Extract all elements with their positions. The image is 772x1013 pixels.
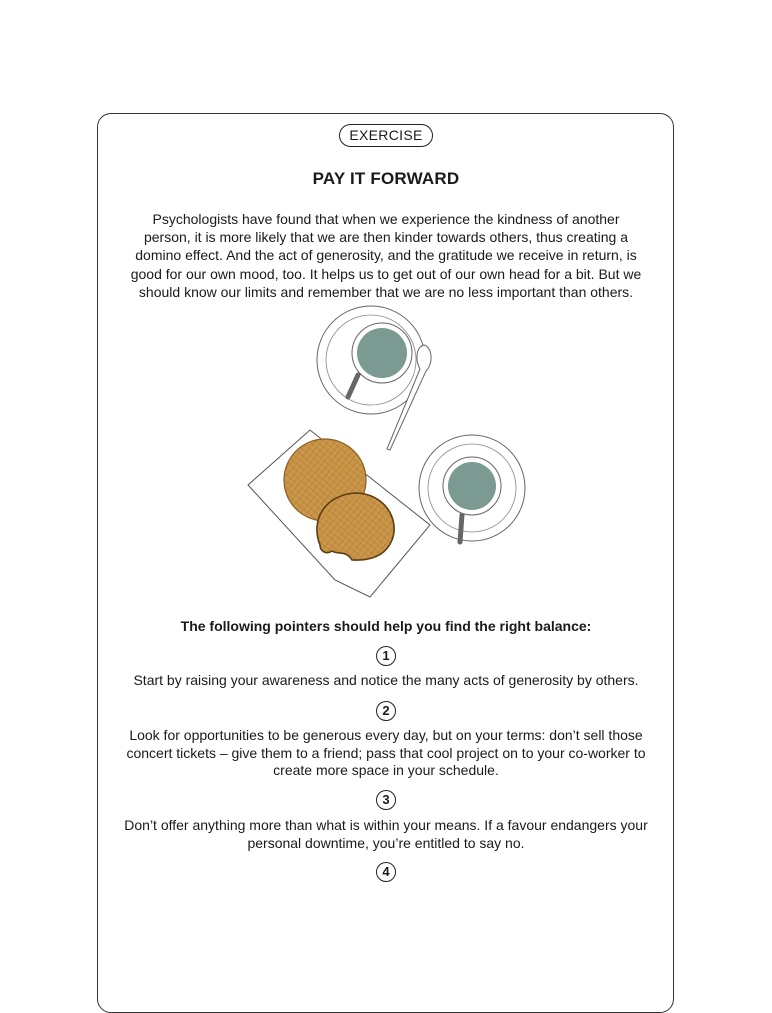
exercise-tag: [0, 124, 772, 147]
coffee-top: [357, 328, 407, 378]
pointer-text-2: Look for opportunities to be generous every day, but on your terms: don’t sell those concert tickets – give them to a friend; pass that cool project on to your co-worker to create more space in your schedule.: [126, 727, 646, 778]
page-title: PAY IT FORWARD: [312, 169, 460, 188]
coffee-right: [448, 462, 496, 510]
pointer-text-3: Don’t offer anything more than what is within your means. If a favour endangers your personal downtime, you’re entitled to say no.: [124, 817, 648, 851]
coffee-and-stroopwafels-illustration: [240, 305, 540, 605]
pointer-number-3: 3: [376, 790, 396, 810]
pointer-number-1: 1: [376, 646, 396, 666]
pointer-number-2: 2: [376, 701, 396, 721]
exercise-tag-label: EXERCISE: [339, 124, 432, 147]
pointer-number-4: 4: [376, 862, 396, 882]
pointer-text-1: Start by raising your awareness and notice the many acts of generosity by others.: [133, 672, 639, 688]
intro-paragraph: Psychologists have found that when we experience the kindness of another person, it is more likely that we are then kinder towards others, thus creating a domino effect. And the act of generosity, and the gratitude we receive in return, is good for our own mood, too. It helps us to get out of our own head for a bit. But we should know our limits and remember that we are no less important than others.: [130, 211, 642, 300]
pointers-heading: The following pointers should help you find the right balance:: [180, 618, 592, 634]
waffle-front: [317, 493, 394, 560]
